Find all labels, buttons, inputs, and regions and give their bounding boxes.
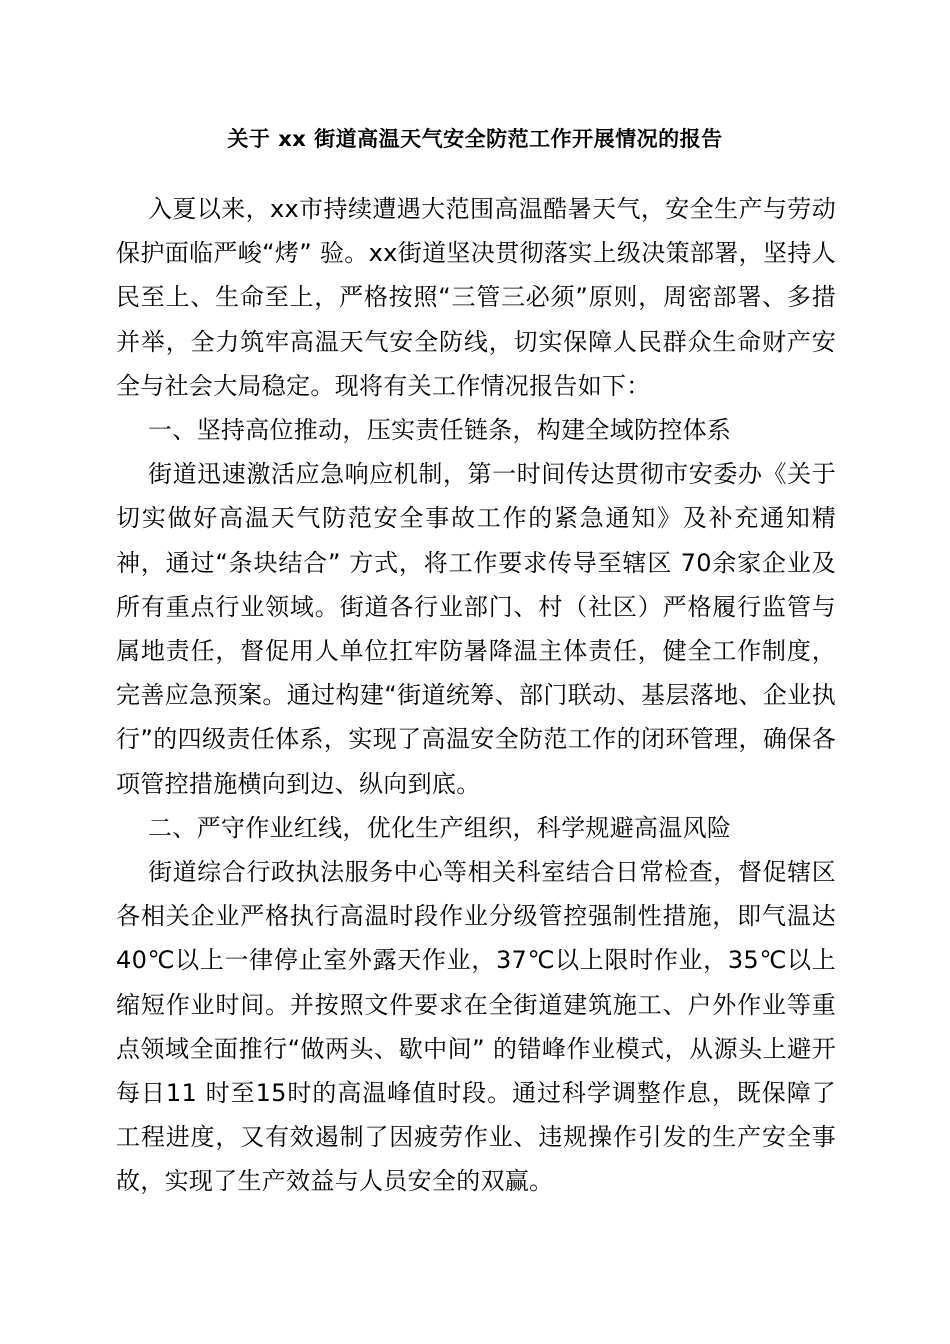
section-2-paragraph: 街道综合行政执法服务中心等相关科室结合日常检查，督促辖区各相关企业严格执行高温时段作业分级管控强制性措施，即气温达40℃以上一律停止室外露天作业，37℃以上限时作业，35℃以上缩短作业时间。并按照文件要求在全街道建筑施工、户外作业等重点领域全面推行“做两头、歇中间” 的错峰作业模式，从源头上避开每日11 时至15时的高温峰值时段。通过科学调整作息，既保障了工程进度，又有效遏制了因疲劳作业、违规操作引发的生产安全事故，实现了生产效益与人员安全的双赢。 [116, 858, 836, 1196]
intro-paragraph: 入夏以来，xx市持续遭遇大范围高温酷暑天气，安全生产与劳动保护面临严峻“烤” 验。xx街道坚决贯彻落实上级决策部署，坚持人民至上、生命至上，严格按照“三管三必须”原则，周密部署、多措并举，全力筑牢高温天气安全防线，切实保障人民群众生命财产安全与社会大局稳定。现将有关工作情况报告如下： [116, 195, 836, 400]
section-1-heading: 一、坚持高位推动，压实责任链条，构建全域防控体系 [148, 416, 732, 445]
section-2-heading: 二、严守作业红线，优化生产组织，科学规避高温风险 [148, 813, 732, 842]
section-1-paragraph: 街道迅速激活应急响应机制，第一时间传达贯彻市安委办《关于切实做好高温天气防范安全事故工作的紧急通知》及补充通知精神，通过“条块结合” 方式，将工作要求传导至辖区 70余家企业及所有重点行业领域。街道各行业部门、村（社区）严格履行监管与属地责任，督促用人单位扛牢防暑降温主体责任，健全工作制度，完善应急预案。通过构建“街道统筹、部门联动、基层落地、企业执行”的四级责任体系，实现了高温安全防范工作的闭环管理，确保各项管控措施横向到边、纵向到底。 [116, 460, 836, 798]
document-body [116, 187, 836, 1204]
document-title: 关于 xx 街道高温天气安全防范工作开展情况的报告 [227, 127, 723, 151]
